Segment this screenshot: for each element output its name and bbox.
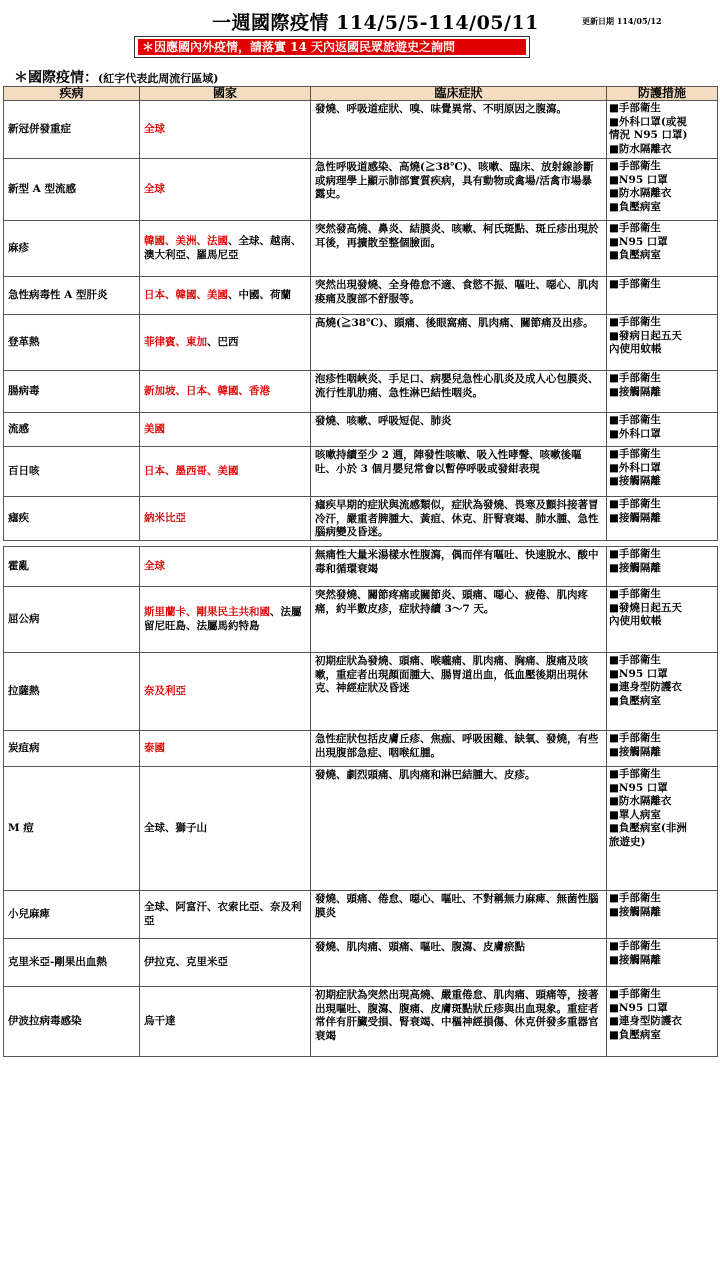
country-text: 、巴西: [207, 335, 239, 348]
country-highlight: 日本、韓國、美國: [144, 288, 228, 301]
protection-cell: [607, 587, 718, 653]
country-cell: [140, 413, 311, 447]
protection-item: ■連身型防護衣: [609, 681, 682, 693]
protection-cell: [607, 315, 718, 371]
country-highlight: 奈及利亞: [144, 684, 186, 697]
protection-item: 內使用蚊帳: [609, 343, 662, 355]
protection-item: ■手部衛生: [609, 372, 661, 384]
protection-item: ■手部衛生: [609, 988, 661, 1000]
country-cell: [140, 221, 311, 277]
protection-item: ■手部衛生: [609, 940, 661, 952]
table-row: [4, 987, 718, 1057]
country-highlight: 泰國: [144, 741, 165, 754]
protection-item: ■手部衛生: [609, 160, 661, 172]
table-row: [4, 371, 718, 413]
protection-cell: [607, 653, 718, 731]
protection-item: ■防水隔離衣: [609, 187, 672, 199]
country-highlight: 全球: [144, 559, 165, 572]
protection-item: ■手部衛生: [609, 278, 661, 290]
protection-item: ■手部衛生: [609, 654, 661, 666]
country-cell: [140, 987, 311, 1057]
protection-item: ■防水隔離衣: [609, 142, 672, 155]
disease-cell: 霍亂: [4, 547, 140, 587]
protection-cell: [607, 891, 718, 939]
disease-cell: 伊波拉病毒感染: [4, 987, 140, 1057]
protection-item: ■發燒日起五天: [609, 601, 682, 614]
protection-cell: [607, 413, 718, 447]
table-row: [4, 547, 718, 587]
protection-cell: [607, 547, 718, 587]
protection-item: ■接觸隔離: [609, 511, 661, 524]
country-cell: [140, 159, 311, 221]
protection-cell: [607, 987, 718, 1057]
table-row: [4, 447, 718, 497]
disease-cell: 麻疹: [4, 221, 140, 277]
country-cell: [140, 891, 311, 939]
protection-item: ■負壓病室: [609, 200, 661, 213]
protection-item: 內使用蚊帳: [609, 615, 662, 627]
country-cell: [140, 315, 311, 371]
country-highlight: 全球: [144, 122, 165, 135]
symptoms-cell: 突然發高燒、鼻炎、結膜炎、咳嗽、柯氏斑點、斑丘疹出現於耳後，再擴散至整個臉面。: [311, 221, 607, 277]
country-cell: [140, 653, 311, 731]
country-highlight: 全球: [144, 182, 165, 195]
protection-item: ■負壓病室: [609, 249, 661, 261]
disease-cell: 小兒麻痺: [4, 891, 140, 939]
protection-item: ■防水隔離衣: [609, 795, 672, 807]
protection-item: ■連身型防護衣: [609, 1015, 682, 1027]
country-highlight: 美國: [144, 422, 165, 435]
protection-item: ■手部衛生: [609, 892, 661, 904]
protection-cell: [607, 371, 718, 413]
protection-item: ■手部衛生: [609, 414, 661, 426]
country-text: 全球、獅子山: [144, 821, 207, 834]
symptoms-cell: 泡疹性咽峽炎、手足口、病嬰兒急性心肌炎及成人心包膜炎、流行性肌肋痛、急性淋巴結性咽炎。: [311, 371, 607, 413]
symptoms-cell: 急性症狀包括皮膚丘疹、焦痂、呼吸困難、缺氧、發燒，有些出現腹部急症、咽喉紅腫。: [311, 731, 607, 767]
protection-cell: [607, 221, 718, 277]
protection-item: 情況 N95 口罩): [609, 129, 688, 141]
country-cell: [140, 277, 311, 315]
table-row: [4, 767, 718, 891]
table-row: [4, 413, 718, 447]
table-row: [4, 891, 718, 939]
country-cell: [140, 939, 311, 987]
country-text: 全球、阿富汗、衣索比亞、奈及利亞: [144, 901, 302, 927]
protection-cell: [607, 447, 718, 497]
protection-item: ■N95 口罩: [609, 173, 668, 186]
section-subtitle: (紅字代表此周流行區域): [98, 72, 219, 85]
section-heading: ＊國際疫情：: [14, 70, 98, 86]
country-highlight: 納米比亞: [144, 511, 186, 524]
disease-cell: 急性病毒性 A 型肝炎: [4, 277, 140, 315]
protection-item: ■接觸隔離: [609, 905, 661, 918]
disease-cell: 登革熱: [4, 315, 140, 371]
country-cell: [140, 587, 311, 653]
protection-item: ■外科口罩(或視: [609, 115, 687, 128]
table-row: [4, 939, 718, 987]
symptoms-cell: 初期症狀為發燒、頭痛、喉嚨痛、肌肉痛、胸痛、腹痛及咳嗽，重症者出現顏面腫大、腸胃道出血，低血壓後期出現休克、神經症狀及昏迷: [311, 653, 607, 731]
disease-cell: 拉薩熱: [4, 653, 140, 731]
disease-cell: 流感: [4, 413, 140, 447]
protection-cell: [607, 101, 718, 159]
symptoms-cell: 初期症狀為突然出現高燒、嚴重倦怠、肌肉痛、頭痛等，接著出現嘔吐、腹瀉、腹痛、皮膚斑點狀丘疹與出血現象。重症者常伴有肝臟受損、腎衰竭、中樞神經損傷、休克併發多重器官衰竭: [311, 987, 607, 1057]
symptoms-cell: 突然發燒、關節疼痛或關節炎、頭痛、噁心、疲倦、肌肉疼痛，約半數皮疹，症狀持續 3～7 天。: [311, 587, 607, 653]
disease-cell: 克里米亞-剛果出血熱: [4, 939, 140, 987]
header-disease: 疾病: [4, 87, 140, 101]
country-cell: [140, 547, 311, 587]
protection-item: ■手部衛生: [609, 316, 661, 328]
protection-item: ■負壓病室(非洲: [609, 822, 687, 834]
page-title: 一週國際疫情 114/5/5-114/05/11: [212, 12, 539, 34]
table-row: [4, 159, 718, 221]
protection-cell: [607, 767, 718, 891]
protection-item: ■手部衛生: [609, 102, 661, 114]
protection-item: ■接觸隔離: [609, 385, 661, 398]
protection-item: ■外科口罩: [609, 427, 661, 440]
protection-item: ■手部衛生: [609, 222, 661, 234]
notice-banner: [134, 36, 530, 58]
country-text: 、法屬留尼旺島、法屬馬約特島: [144, 606, 302, 632]
table-row: [4, 315, 718, 371]
table-row: [4, 221, 718, 277]
symptoms-cell: 發燒、咳嗽、呼吸短促、肺炎: [311, 413, 607, 447]
protection-item: ■N95 口罩: [609, 781, 668, 794]
disease-cell: 新型 A 型流感: [4, 159, 140, 221]
header-protection: 防護措施: [607, 87, 718, 101]
table-body: [4, 101, 718, 1057]
protection-item: ■接觸隔離: [609, 745, 661, 758]
disease-cell: 炭疽病: [4, 731, 140, 767]
protection-item: ■N95 口罩: [609, 667, 668, 680]
protection-item: 旅遊史): [609, 835, 646, 848]
symptoms-cell: 發燒、肌肉痛、頭痛、嘔吐、腹瀉、皮膚瘀點: [311, 939, 607, 987]
table-row: [4, 277, 718, 315]
protection-item: ■負壓病室: [609, 694, 661, 707]
disease-cell: 腸病毒: [4, 371, 140, 413]
section-title: [14, 67, 218, 87]
disease-cell: M 痘: [4, 767, 140, 891]
disease-cell: 瘧疾: [4, 497, 140, 541]
country-cell: [140, 497, 311, 541]
protection-item: ■接觸隔離: [609, 561, 661, 574]
notice-text: ＊因應國內外疫情，請落實 14 天內返國民眾旅遊史之詢問: [138, 39, 526, 55]
protection-item: ■發病日起五天: [609, 329, 682, 342]
country-text: 、全球、越南、澳大利亞、羅馬尼亞: [144, 235, 302, 261]
table-row: [4, 497, 718, 541]
country-highlight: 新加坡、日本、韓國、香港: [144, 384, 270, 397]
protection-item: ■手部衛生: [609, 498, 661, 510]
protection-item: ■N95 口罩: [609, 235, 668, 248]
country-highlight: 斯里蘭卡、剛果民主共和國: [144, 606, 270, 618]
symptoms-cell: 咳嗽持續至少 2 週，陣發性咳嗽、吸入性哮聲、咳嗽後嘔吐、小於 3 個月嬰兒常會以暫停呼吸或發紺表現: [311, 447, 607, 497]
symptoms-cell: 急性呼吸道感染、高燒(≧38℃)、咳嗽、臨床、放射線診斷或病理學上顯示肺部實質疾病，具有動物或禽場/活禽市場暴露史。: [311, 159, 607, 221]
protection-item: ■手部衛生: [609, 548, 661, 560]
table-row: [4, 731, 718, 767]
country-highlight: 日本、墨西哥、美國: [144, 464, 239, 477]
protection-item: ■N95 口罩: [609, 1001, 668, 1014]
protection-item: ■手部衛生: [609, 448, 661, 460]
country-cell: [140, 101, 311, 159]
country-text: 伊拉克、克里米亞: [144, 955, 228, 968]
country-text: 、中國、荷蘭: [228, 288, 291, 301]
disease-cell: 新冠併發重症: [4, 101, 140, 159]
country-highlight: 韓國、美洲、法國: [144, 235, 228, 247]
title-row: [0, 8, 720, 34]
protection-cell: [607, 277, 718, 315]
protection-item: ■單人病室: [609, 808, 661, 821]
protection-item: ■接觸隔離: [609, 953, 661, 966]
symptoms-cell: 無痛性大量米湯樣水性腹瀉，偶而伴有嘔吐、快速脫水、酸中毒和循環衰竭: [311, 547, 607, 587]
symptoms-cell: 高燒(≧38℃)、頭痛、後眼窩痛、肌肉痛、關節痛及出疹。: [311, 315, 607, 371]
country-cell: [140, 731, 311, 767]
disease-cell: 屈公病: [4, 587, 140, 653]
symptoms-cell: 發燒、劇烈頭痛、肌肉痛和淋巴結腫大、皮疹。: [311, 767, 607, 891]
header-country: 國家: [140, 87, 311, 101]
country-cell: [140, 371, 311, 413]
symptoms-cell: 突然出現發燒、全身倦怠不適、食慾不振、嘔吐、噁心、肌肉痠痛及腹部不舒服等。: [311, 277, 607, 315]
table-header-row: [4, 87, 718, 101]
symptoms-cell: 瘧疾早期的症狀與流感類似，症狀為發燒、畏寒及顫抖接著冒冷汗，嚴重者脾腫大、黃疸、休克、肝腎衰竭、肺水腫、急性腦病變及昏迷。: [311, 497, 607, 541]
country-cell: [140, 447, 311, 497]
symptoms-cell: 發燒、頭痛、倦怠、噁心、嘔吐、不對稱無力麻痺、無菌性腦膜炎: [311, 891, 607, 939]
table-row: [4, 101, 718, 159]
protection-item: ■負壓病室: [609, 1028, 661, 1041]
country-highlight: 菲律賓、東加: [144, 335, 207, 348]
country-text: 烏干達: [144, 1014, 176, 1027]
table-row: [4, 587, 718, 653]
protection-item: ■外科口罩: [609, 461, 661, 474]
protection-cell: [607, 159, 718, 221]
disease-cell: 百日咳: [4, 447, 140, 497]
table-row: [4, 653, 718, 731]
protection-cell: [607, 939, 718, 987]
country-cell: [140, 767, 311, 891]
protection-item: ■手部衛生: [609, 732, 661, 744]
protection-item: ■手部衛生: [609, 588, 661, 600]
epidemic-table: [3, 86, 718, 1057]
symptoms-cell: 發燒、呼吸道症狀、嗅、味覺異常、不明原因之腹瀉。: [311, 101, 607, 159]
update-date: 更新日期 114/05/12: [582, 16, 662, 26]
protection-item: ■手部衛生: [609, 768, 661, 780]
protection-cell: [607, 731, 718, 767]
header-symptoms: 臨床症狀: [311, 87, 607, 101]
protection-item: ■接觸隔離: [609, 475, 661, 487]
protection-cell: [607, 497, 718, 541]
